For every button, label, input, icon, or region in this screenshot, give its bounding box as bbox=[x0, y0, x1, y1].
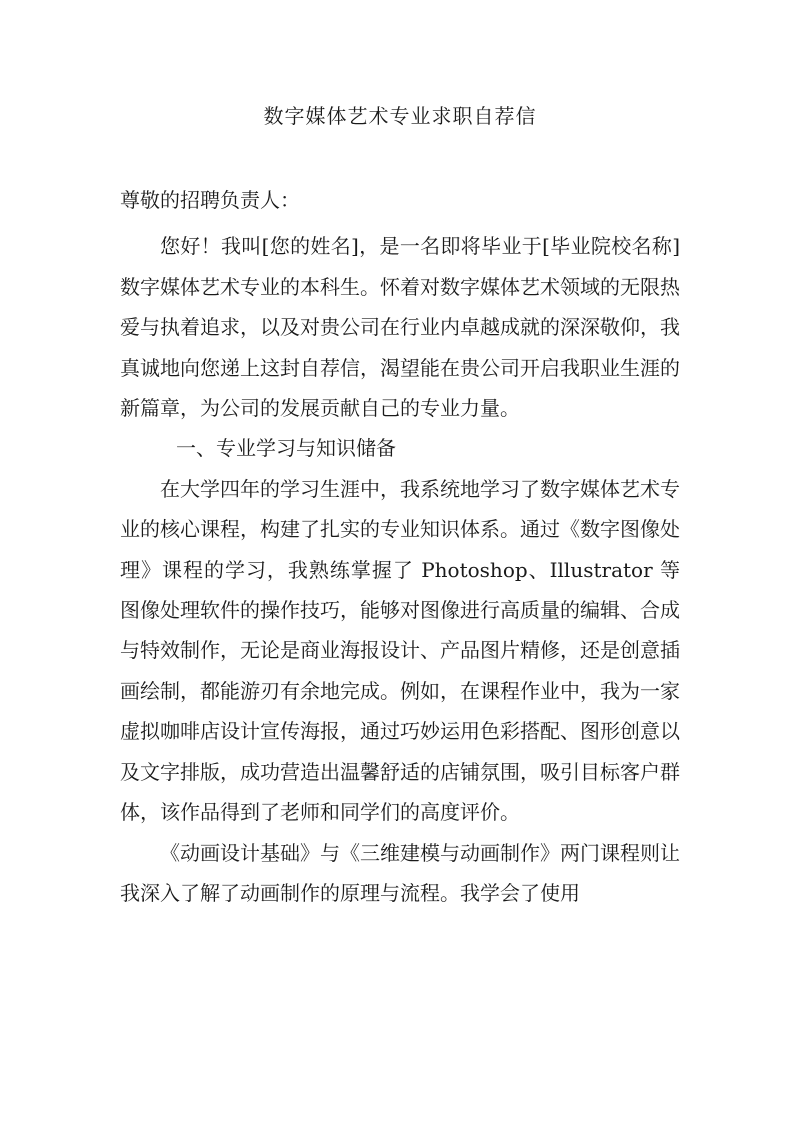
paragraph-greeting: 您好！我叫[您的姓名]，是一名即将毕业于[毕业院校名称]数字媒体艺术专业的本科生。怀着对数字媒体艺术领域的无限热爱与执着追求，以及对贵公司在行业内卓越成就的深深敬仰，我真诚地向您递上这封自荐信，渴望能在贵公司开启我职业生涯的新篇章，为公司的发展贡献自己的专业力量。 bbox=[120, 234, 680, 421]
document-title: 数字媒体艺术专业求职自荐信 bbox=[263, 104, 537, 128]
paragraph-animation: 《动画设计基础》与《三维建模与动画制作》两门课程则让我深入了解了动画制作的原理与流程。我学会了使用 bbox=[120, 840, 680, 905]
paragraph-study: 在大学四年的学习生涯中，我系统地学习了数字媒体艺术专业的核心课程，构建了扎实的专业知识体系。通过《数字图像处理》课程的学习，我熟练掌握了 Photoshop、Illustrator 等图像处理软件的操作技巧，能够对图像进行高质量的编辑、合成与特效制作，无论是商业海报设计、产品图片精修，还是创意插画绘制，都能游刃有余地完成。例如，在课程作业中，我为一家虚拟咖啡店设计宣传海报，通过巧妙运用色彩搭配、图形创意以及文字排版，成功营造出温馨舒适的店铺氛围，吸引目标客户群体，该作品得到了老师和同学们的高度评价。 bbox=[120, 476, 680, 825]
section-heading: 一、专业学习与知识储备 bbox=[176, 436, 396, 461]
document-body bbox=[120, 180, 680, 913]
salutation: 尊敬的招聘负责人： bbox=[120, 188, 300, 212]
